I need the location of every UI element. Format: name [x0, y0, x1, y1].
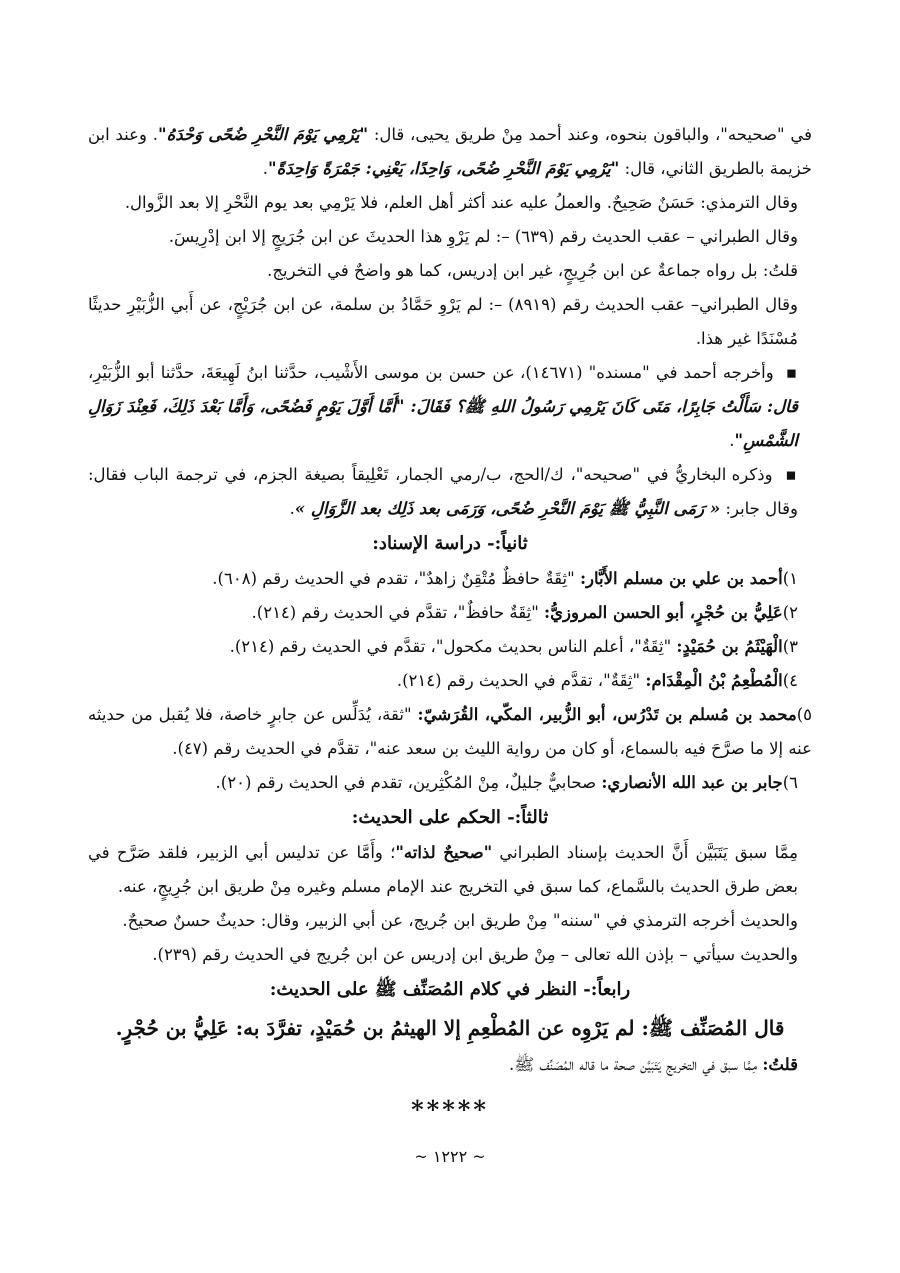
section-heading-author: رابعاً:- النظر في كلام المُصَنِّف ﷺ على الحديث:	[269, 979, 631, 1000]
text: مِمَّا سبق يَتَبَيَّن أَنَّ الحديث بإسناد الطبراني	[492, 843, 798, 862]
paragraph-tirmidhi: وقال الترمذي: حَسَنٌ صَحِيحٌ. والعملُ عليه عند أكثر أهل العلم، فلا يَرْمِي بعد يوم النَّحْرِ إلا بعد الزَّوال.	[124, 193, 798, 212]
text: .	[289, 499, 295, 518]
item-number: ٣)	[782, 637, 798, 656]
narrator-text: "ثِقَةٌ"، أعلم الناس بحديث مكحول"، تقدَّم في الحديث رقم (٢١٤).	[229, 637, 677, 656]
narrator-text: "ثِقَةٌ"، تقدَّم في الحديث رقم (٢١٤).	[396, 671, 646, 690]
text: مِمَّا سبق في التخريج يَتَبَيَّن صحة ما قاله المُصَنِّف ﷺ.	[509, 1055, 763, 1074]
item-number: ٢)	[782, 603, 798, 622]
text: وذكره البخاريُّ في "صحيحه"، ك/الحج، ب/رمي الجمار، تَعْلِيقاً بصيغة الجزم، في ترجمة الباب فقال: وقال جابر:	[88, 465, 798, 518]
paragraph-note: قلتُ: بل رواه جماعةٌ عن ابن جُرِيجٍ، غير ابن إدريس، كما هو واضحٌ في التخريج.	[267, 261, 798, 280]
paragraph-tabarani-2: وقال الطبراني– عقب الحديث رقم (٨٩١٩) –: لم يَرْوِ حَمَّادُ بن سلمة، عن ابن جُرَيْجٍ، عن أَبي الزُّبَيْرِ حديثًا مُسْنَدًا غير هذا.	[88, 295, 798, 348]
narrator-name: عَلِيُّ بن حُجْرٍ، أبو الحسن المروزيُّ:	[544, 603, 783, 622]
narrator-name: الْمُطْعِمُ بْنُ الْمِقْدَام:	[645, 671, 783, 690]
narrator-text: صحابيٌّ جليلٌ، مِنْ المُكْثِرين، تقدم في الحديث رقم (٢٠).	[215, 773, 602, 792]
paragraph-bukhari	[88, 458, 812, 526]
text: وأخرجه أحمد في "مسنده" (١٤٦٧١)، عن حسن بن موسى الأَشْيب، حدَّثنا ابنُ لَهِيعَةَ، حدَّثنا أبو الزُّبَيْرِ،	[88, 363, 774, 382]
paragraph-tirmidhi-2: والحديث أخرجه الترمذي في "سننه" مِنْ طريق ابن جُريج، عن أبي الزبير، وقال: حديثٌ حسنٌ صحيحٌ.	[122, 911, 798, 930]
section-heading-isnad: ثانياً:- دراسة الإسناد:	[372, 533, 528, 554]
narrator-name: الْهَيْثَمُ بن حُمَيْدٍ:	[676, 637, 783, 656]
narrator-item	[88, 766, 812, 800]
hadith-quote: قال: سَأَلْتُ جَابِرًا، مَتَى كَانَ يَرْمِي رَسُولُ اللهِ ﷺ؟ فَقَالَ: "أَمَّا أَوَّلَ يَوْمٍ فَضُحًى، وَأَمَّا بَعْدَ ذَلِكَ، فَعِنْدَ زَوَالِ الشَّمْسِ"	[88, 397, 798, 450]
narrator-item	[88, 698, 812, 766]
text: في "صحيحه"، والباقون بنحوه، وعند أحمد مِنْ طريق يحيى، قال:	[368, 125, 812, 144]
narrator-name: جابر بن عبد الله الأنصاري:	[601, 773, 783, 792]
text: . وعند ابن خزيمة بالطريق الثاني، قال:	[88, 125, 812, 178]
text: .	[262, 159, 268, 178]
separator-stars: *****	[411, 1095, 489, 1124]
narrator-text: "ثِقَةٌ حافظٌ مُتْقِنٌ زاهدٌ"، تقدم في الحديث رقم (٦٠٨).	[212, 569, 580, 588]
grade-label: "صحيحٌ لذاته"	[395, 843, 493, 862]
paragraph-upcoming: والحديث سيأتي – بإذن الله تعالى – مِنْ طريق ابن إدريس عن ابن جُريج في الحديث رقم (٢٣٩).	[152, 945, 798, 964]
narrator-list	[88, 562, 812, 800]
item-number: ١)	[782, 569, 798, 588]
text: .	[729, 431, 735, 450]
hadith-quote: "يَرْمِي يَوْمَ النَّحْرِ ضُحًى وَحْدَهُ"	[157, 125, 369, 144]
narrator-item	[88, 664, 812, 698]
narrator-item	[88, 596, 812, 630]
label: قلتُ:	[762, 1055, 798, 1074]
hadith-quote: "يَرْمِي يَوْمَ النَّحْرِ ضُحًى، وَاحِدًا، يَعْنِي: جَمْرَةً وَاحِدَةً"	[267, 159, 620, 178]
narrator-text: "ثقة، يُدَلِّس عن جابرٍ خاصة، فلا يُقبل من حديثه عنه إلا ما صرَّحَ فيه بالسماع، أو كان من رواية الليث بن سعد عنه"، تقدَّم في الحديث رقم (٤٧).	[88, 705, 812, 758]
narrator-name: أحمد بن علي بن مسلم الأَبَّار:	[579, 569, 783, 588]
item-number: ٥)	[796, 705, 812, 724]
item-number: ٤)	[782, 671, 798, 690]
paragraph-intro	[88, 118, 812, 186]
item-number: ٦)	[782, 773, 798, 792]
paragraph-tabarani-1: وقال الطبراني – عقب الحديث رقم (٦٣٩) –: لم يَرْوِ هذا الحديثَ عن ابن جُرَيجٍ إلا ابن إدْرِيسَ.	[168, 227, 798, 246]
narrator-name: محمد بن مُسلم بن تَدْرُس، أبو الزُّبير، المكّي، القُرَشيّ:	[417, 705, 797, 724]
text: ؛ وأَمَّا عن تدليس أبي الزبير، فلقد صَرَّح في بعض طرق الحديث بالسَّماع، كما سبق في التخريج عند الإمام مسلم وغيره مِنْ طريق ابن جُرِيجٍ، عنه.	[88, 843, 798, 896]
paragraph-judgment	[88, 836, 812, 904]
narrator-text: "ثِقَةٌ حافظٌ"، تقدَّم في الحديث رقم (٢١٤).	[251, 603, 545, 622]
hadith-quote: « رَمَى النَّبِيُّ ﷺ يَوْمَ النَّحْرِ ضُحًى، وَرَمَى بعد ذَلِك بعد الزَّوَالِ »	[294, 499, 721, 518]
paragraph-conclusion	[88, 1048, 812, 1082]
page-number: ~ ١٢٢٢ ~	[414, 1147, 486, 1166]
paragraph-ahmad	[88, 356, 812, 458]
narrator-item	[88, 630, 812, 664]
section-heading-judgment: ثالثاً:- الحكم على الحديث:	[351, 807, 549, 828]
author-quote: قال المُصَنِّف ﷺ: لم يَرْوِه عن المُطْعِمِ إلا الهيثمُ بن حُمَيْدٍ، تفرَّدَ به: عَلِيُّ بن حُجْرٍ.	[115, 1016, 785, 1040]
narrator-item	[88, 562, 812, 596]
